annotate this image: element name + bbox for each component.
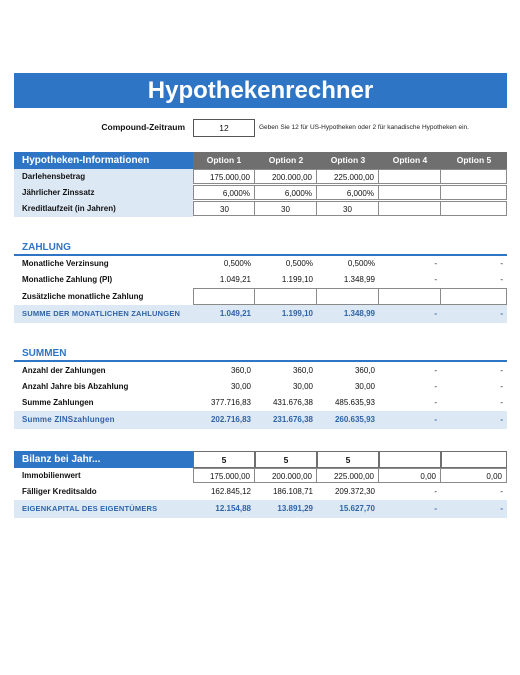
interest-rate-option-3[interactable]: 6,000% xyxy=(317,185,379,200)
value-option-4: - xyxy=(434,309,437,318)
value-option-2: 186.108,71 xyxy=(272,487,313,496)
value-option-4: - xyxy=(434,275,437,284)
value-option-1: 377.716,83 xyxy=(210,398,251,407)
value-option-2: 0,500% xyxy=(285,259,313,268)
property-value-option-2[interactable]: 200.000,00 xyxy=(255,468,317,483)
value-option-2: 1.199,10 xyxy=(281,309,313,318)
info-row-loan-amount xyxy=(14,169,507,185)
value-option-5: - xyxy=(500,487,503,496)
value-option-1: 30,00 xyxy=(230,382,251,391)
row-label: Zusätzliche monatliche Zahlung xyxy=(22,292,144,301)
row-label: Summe ZINSzahlungen xyxy=(22,415,115,424)
term-option-5[interactable] xyxy=(441,201,507,216)
property-value-option-4[interactable]: 0,00 xyxy=(379,468,441,483)
payment-section-title: ZAHLUNG xyxy=(22,242,71,253)
payment-row-monthly-rate xyxy=(14,256,507,271)
row-label: Summe Zahlungen xyxy=(22,398,94,407)
row-label: Immobilienwert xyxy=(22,471,81,480)
value-option-3: 15.627,70 xyxy=(339,504,375,513)
value-option-2: 1.199,10 xyxy=(281,275,313,284)
value-option-1: 162.845,12 xyxy=(210,487,251,496)
value-option-1: 1.049,21 xyxy=(219,309,251,318)
value-option-5: - xyxy=(500,275,503,284)
totals-row-payment-count xyxy=(14,363,507,378)
info-row-interest-rate xyxy=(14,185,507,201)
value-option-3: 209.372,30 xyxy=(334,487,375,496)
value-option-1: 360,0 xyxy=(230,366,251,375)
value-option-2: 13.891,29 xyxy=(277,504,313,513)
value-option-4: - xyxy=(434,259,437,268)
row-label: Anzahl der Zahlungen xyxy=(22,366,106,375)
value-option-5: - xyxy=(500,366,503,375)
option-2-header: Option 2 xyxy=(255,152,317,169)
value-option-3: 360,0 xyxy=(354,366,375,375)
compound-period-input[interactable]: 12 xyxy=(193,119,255,137)
compound-period-hint: Geben Sie 12 für US-Hypotheken oder 2 für kanadische Hypotheken ein. xyxy=(259,124,469,131)
payment-row-monthly-payment xyxy=(14,272,507,287)
extra-payment-option-2[interactable] xyxy=(255,288,317,305)
term-option-1[interactable]: 30 xyxy=(193,201,255,216)
option-4-header: Option 4 xyxy=(379,152,441,169)
value-option-5: - xyxy=(500,382,503,391)
value-option-1: 12.154,88 xyxy=(215,504,251,513)
extra-payment-option-3[interactable] xyxy=(317,288,379,305)
value-option-5: - xyxy=(500,398,503,407)
payment-sum-row xyxy=(14,305,507,323)
row-label: Anzahl Jahre bis Abzahlung xyxy=(22,382,129,391)
balance-year-option-3[interactable]: 5 xyxy=(317,451,379,468)
row-label: Jährlicher Zinssatz xyxy=(14,185,193,201)
value-option-5: - xyxy=(500,259,503,268)
value-option-2: 30,00 xyxy=(292,382,313,391)
extra-payment-option-4[interactable] xyxy=(379,288,441,305)
totals-row-sum-payments xyxy=(14,395,507,410)
info-row-term xyxy=(14,201,507,217)
value-option-3: 30,00 xyxy=(354,382,375,391)
interest-rate-option-4[interactable] xyxy=(379,185,441,200)
interest-rate-option-5[interactable] xyxy=(441,185,507,200)
row-label: Monatliche Verzinsung xyxy=(22,259,109,268)
value-option-4: - xyxy=(434,366,437,375)
balance-row-property-value xyxy=(14,468,507,484)
row-label: Monatliche Zahlung (PI) xyxy=(22,275,113,284)
loan-amount-option-5[interactable] xyxy=(441,169,507,184)
totals-section-divider xyxy=(14,360,507,362)
row-label: EIGENKAPITAL DES EIGENTÜMERS xyxy=(22,504,158,513)
interest-rate-option-2[interactable]: 6,000% xyxy=(255,185,317,200)
info-header-row xyxy=(14,152,507,169)
row-label: Fälliger Kreditsaldo xyxy=(22,487,97,496)
totals-section-title: SUMMEN xyxy=(22,348,67,359)
term-option-2[interactable]: 30 xyxy=(255,201,317,216)
balance-year-option-4[interactable] xyxy=(379,451,441,468)
balance-header-label: Bilanz bei Jahr... xyxy=(14,451,193,468)
info-header-label: Hypotheken-Informationen xyxy=(14,152,193,169)
row-label: Kreditlaufzeit (in Jahren) xyxy=(14,201,193,217)
value-option-3: 1.348,99 xyxy=(343,275,375,284)
property-value-option-3[interactable]: 225.000,00 xyxy=(317,468,379,483)
value-option-5: - xyxy=(500,415,503,424)
value-option-2: 360,0 xyxy=(292,366,313,375)
value-option-5: - xyxy=(500,504,503,513)
option-3-header: Option 3 xyxy=(317,152,379,169)
value-option-3: 260.635,93 xyxy=(334,415,375,424)
row-label: SUMME DER MONATLICHEN ZAHLUNGEN xyxy=(22,309,181,318)
value-option-1: 202.716,83 xyxy=(210,415,251,424)
value-option-4: - xyxy=(434,415,437,424)
value-option-4: - xyxy=(434,398,437,407)
loan-amount-option-4[interactable] xyxy=(379,169,441,184)
page-title: Hypothekenrechner xyxy=(14,73,507,108)
property-value-option-5[interactable]: 0,00 xyxy=(441,468,507,483)
value-option-4: - xyxy=(434,504,437,513)
value-option-5: - xyxy=(500,309,503,318)
payment-row-extra-payment xyxy=(14,288,507,305)
term-option-3[interactable]: 30 xyxy=(317,201,379,216)
value-option-2: 431.676,38 xyxy=(272,398,313,407)
value-option-4: - xyxy=(434,487,437,496)
value-option-3: 485.635,93 xyxy=(334,398,375,407)
property-value-option-1[interactable]: 175.000,00 xyxy=(193,468,255,483)
loan-amount-option-3[interactable]: 225.000,00 xyxy=(317,169,379,184)
value-option-1: 0,500% xyxy=(223,259,251,268)
value-option-4: - xyxy=(434,382,437,391)
compound-period-label: Compound-Zeitraum xyxy=(101,122,185,132)
loan-amount-option-2[interactable]: 200.000,00 xyxy=(255,169,317,184)
value-option-3: 0,500% xyxy=(347,259,375,268)
loan-amount-option-1[interactable]: 175.000,00 xyxy=(193,169,255,184)
balance-equity-row xyxy=(14,500,507,518)
totals-row-years xyxy=(14,379,507,394)
row-label: Darlehensbetrag xyxy=(14,169,193,185)
extra-payment-option-1[interactable] xyxy=(193,288,255,305)
balance-header-row xyxy=(14,451,507,468)
option-1-header: Option 1 xyxy=(193,152,255,169)
option-5-header: Option 5 xyxy=(441,152,507,169)
balance-year-option-2[interactable]: 5 xyxy=(255,451,317,468)
balance-row-loan-balance xyxy=(14,484,507,499)
totals-interest-sum-row xyxy=(14,411,507,429)
term-option-4[interactable] xyxy=(379,201,441,216)
value-option-1: 1.049,21 xyxy=(219,275,251,284)
balance-year-option-5[interactable] xyxy=(441,451,507,468)
extra-payment-option-5[interactable] xyxy=(441,288,507,305)
value-option-2: 231.676,38 xyxy=(272,415,313,424)
value-option-3: 1.348,99 xyxy=(343,309,375,318)
interest-rate-option-1[interactable]: 6,000% xyxy=(193,185,255,200)
balance-year-option-1[interactable]: 5 xyxy=(193,451,255,468)
